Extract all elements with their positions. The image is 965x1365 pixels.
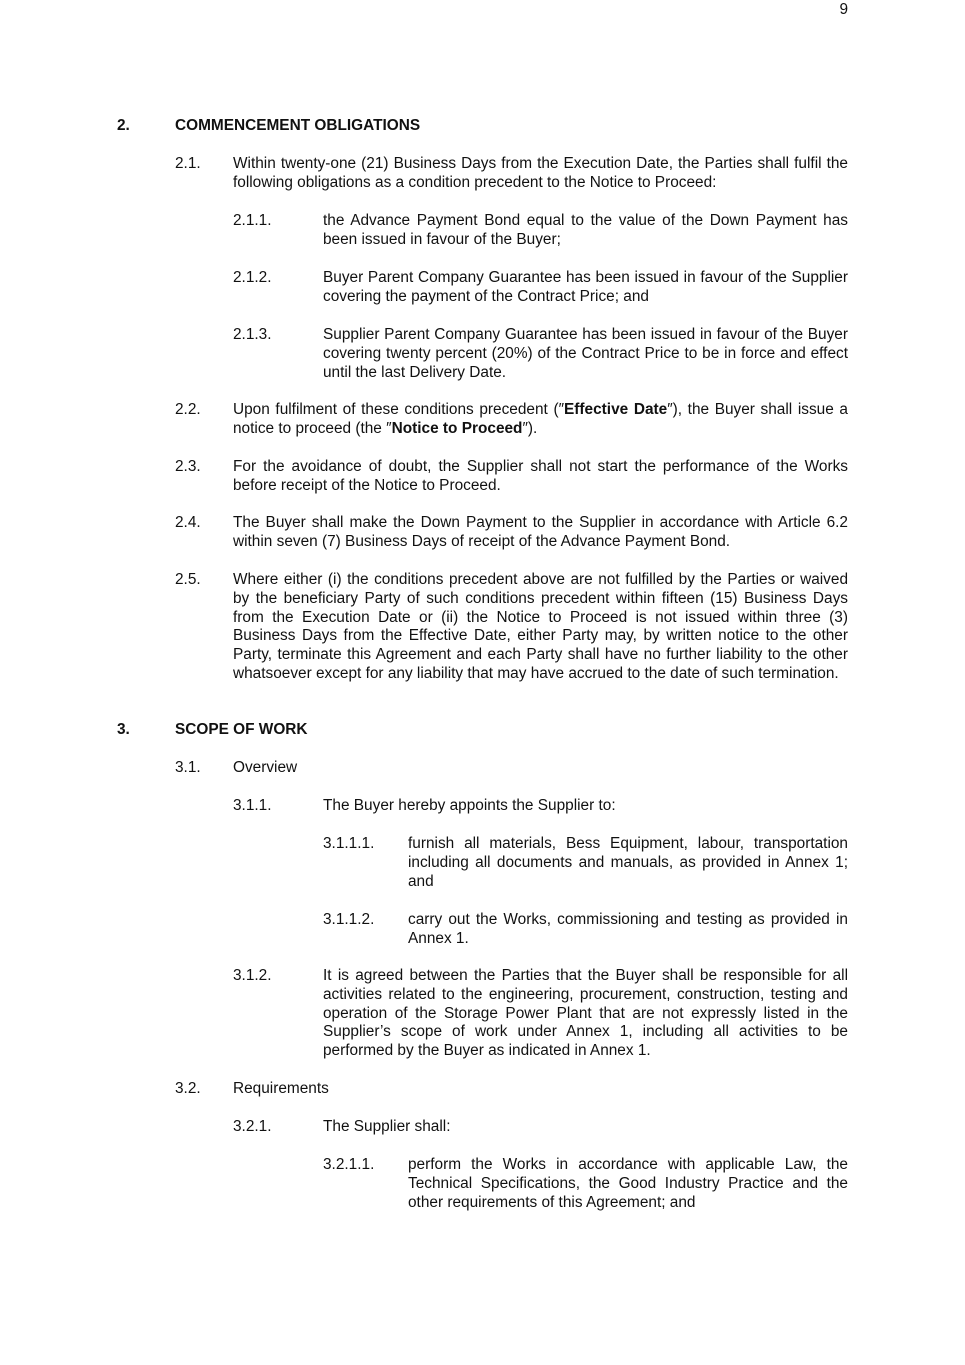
clause-text: The Buyer shall make the Down Payment to the Supplier in accordance with Article 6.2 within seven (7) Business Days of receipt of the Advance Payment Bond. xyxy=(233,514,848,550)
clause-number: 3.2.1.1. xyxy=(323,1156,375,1173)
clause-number: 2.3. xyxy=(175,458,201,475)
clause-number: 2.1. xyxy=(175,155,201,172)
section-number: 3. xyxy=(117,721,130,738)
section-title: SCOPE OF WORK xyxy=(175,721,308,738)
defined-term-effective-date: Effective Date xyxy=(564,401,668,418)
page-number: 9 xyxy=(839,1,848,18)
clause-text: the Advance Payment Bond equal to the value of the Down Payment has been issued in favour of the Buyer; xyxy=(323,212,848,248)
clause-text: Supplier Parent Company Guarantee has been issued in favour of the Buyer covering twenty percent (20%) of the Contract Price to be in force and effect until the last Delivery Date. xyxy=(323,326,848,381)
clause-text: Upon fulfilment of these conditions precedent (″Effective Date″), the Buyer shall issue a notice to proceed (the ″Notice to Proceed″). xyxy=(233,401,848,437)
clause-text: carry out the Works, commissioning and testing as provided in Annex 1. xyxy=(408,911,848,947)
section-title: COMMENCEMENT OBLIGATIONS xyxy=(175,117,421,134)
section-number: 2. xyxy=(117,117,130,134)
clause-number: 3.1.1.2. xyxy=(323,911,375,928)
clause-number: 3.2.1. xyxy=(233,1118,272,1135)
clause-number: 2.4. xyxy=(175,514,201,531)
clause-text: The Supplier shall: xyxy=(323,1118,451,1135)
clause-number: 2.1.1. xyxy=(233,212,272,229)
clause-number: 3.2. xyxy=(175,1080,201,1097)
clause-number: 2.5. xyxy=(175,571,201,588)
clause-text: Where either (i) the conditions precedent above are not fulfilled by the Parties or waived by the beneficiary Party of such conditions precedent within fifteen (15) Business Days from the Execution Date or (ii) the Notice to Proceed is not issued within three (3) Business Days from the Effective Date, either Party may, by written notice to the other Party, terminate this Agreement and each Party shall have no further liability to the other whatsoever except for any liability that may have accrued to the date of such termination. xyxy=(233,571,848,682)
clause-text: furnish all materials, Bess Equipment, labour, transportation including all documents and manuals, as provided in Annex 1; and xyxy=(408,835,848,890)
clause-number: 2.1.3. xyxy=(233,326,272,343)
clause-text: For the avoidance of doubt, the Supplier shall not start the performance of the Works before receipt of the Notice to Proceed. xyxy=(233,458,848,494)
clause-text: Within twenty-one (21) Business Days from the Execution Date, the Parties shall fulfil the following obligations as a condition precedent to the Notice to Proceed: xyxy=(233,155,848,191)
clause-number: 2.1.2. xyxy=(233,269,272,286)
clause-text: The Buyer hereby appoints the Supplier to: xyxy=(323,797,616,814)
clause-number: 3.1. xyxy=(175,759,201,776)
clause-number: 2.2. xyxy=(175,401,201,418)
clause-number: 3.1.1. xyxy=(233,797,272,814)
defined-term-notice-to-proceed: Notice to Proceed xyxy=(391,419,523,437)
clause-text: Requirements xyxy=(233,1080,329,1097)
clause-text: Overview xyxy=(233,759,298,776)
clause-number: 3.1.1.1. xyxy=(323,835,375,852)
clause-text: It is agreed between the Parties that the Buyer shall be responsible for all activities related to the engineering, procurement, construction, testing and operation of the Storage Power Plant that are not expressly listed in the Supplier’s scope of work under Annex 1, including all activities to be performed by the Buyer as indicated in Annex 1. xyxy=(323,967,848,1060)
clause-text: Buyer Parent Company Guarantee has been issued in favour of the Supplier covering the payment of the Contract Price; and xyxy=(323,269,848,305)
clause-text: perform the Works in accordance with applicable Law, the Technical Specifications, the Good Industry Practice and the other requirements of this Agreement; and xyxy=(408,1156,848,1211)
clause-number: 3.1.2. xyxy=(233,967,272,984)
